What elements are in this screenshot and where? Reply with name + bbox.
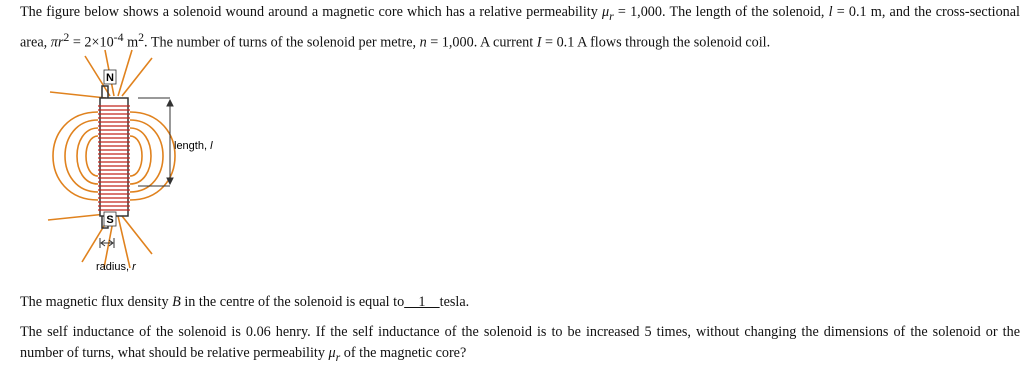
intro-text-7: = 1,000. A current bbox=[426, 34, 537, 51]
area-exponent: 2 bbox=[63, 29, 70, 44]
length-variable: l bbox=[828, 4, 833, 20]
field-line-left-far bbox=[53, 112, 98, 200]
current-variable: I bbox=[536, 34, 542, 51]
q2-text-1: The self inductance of the solenoid is 0.06 henry. If the self inductance of the solenoid is to be increased 5 times, without changing the dimensions of the solenoid or the number of turns, what should be relative permeability bbox=[20, 324, 1020, 361]
area-power: -4 bbox=[113, 29, 124, 44]
intro-text-4: = 2×10 bbox=[69, 34, 114, 51]
q2-text-2: of the magnetic core? bbox=[340, 345, 467, 361]
length-label: length, l bbox=[174, 140, 213, 152]
q2-mu-subscript: r bbox=[335, 349, 341, 364]
mu-subscript: r bbox=[609, 8, 614, 23]
mu-symbol: μ bbox=[602, 4, 610, 20]
solenoid-coil bbox=[98, 106, 130, 210]
field-line-left-outer bbox=[65, 120, 98, 192]
field-ray-top-4 bbox=[122, 58, 152, 96]
unit-exponent: 2 bbox=[138, 29, 145, 44]
radius-label: radius, r bbox=[96, 261, 136, 273]
intro-text-2: = 1,000. The length of the solenoid, bbox=[613, 4, 829, 20]
flux-density-symbol: B bbox=[172, 294, 181, 310]
field-ray-bottom-5 bbox=[48, 214, 106, 220]
solenoid-figure bbox=[30, 48, 240, 280]
field-ray-top-5 bbox=[50, 92, 106, 98]
north-pole-label: N bbox=[106, 72, 114, 84]
intro-text-1: The figure below shows a solenoid wound around a magnetic core which has a relative permeability bbox=[20, 4, 602, 20]
q1-unit: tesla. bbox=[439, 294, 470, 310]
length-dimension bbox=[138, 98, 173, 186]
intro-text-8: = 0.1 A flows through the solenoid coil. bbox=[541, 34, 771, 51]
q1-text-2: in the centre of the solenoid is equal to bbox=[180, 294, 405, 310]
field-line-right-outer bbox=[130, 120, 163, 192]
question-2 bbox=[20, 322, 1020, 368]
radius-dimension bbox=[100, 238, 114, 248]
field-line-left-inner bbox=[86, 136, 98, 176]
problem-intro bbox=[20, 2, 1020, 54]
turns-variable: n bbox=[419, 34, 427, 51]
pi-r-symbol: πr bbox=[50, 34, 64, 51]
field-line-right-far bbox=[130, 112, 175, 200]
field-line-right-inner bbox=[130, 136, 142, 176]
intro-text-6: . The number of turns of the solenoid per metre, bbox=[144, 34, 420, 51]
intro-text-3: = 0.1 m, and the cross-sectional area, bbox=[20, 4, 1020, 51]
answer-blank[interactable]: 1 bbox=[404, 294, 440, 310]
q2-mu-symbol: μ bbox=[328, 345, 336, 361]
field-ray-bottom-4 bbox=[122, 216, 152, 254]
intro-text-5: m bbox=[123, 34, 139, 51]
field-ray-top-3 bbox=[118, 50, 132, 96]
q1-text-1: The magnetic flux density bbox=[20, 294, 173, 310]
south-pole-label: S bbox=[106, 214, 114, 226]
question-1 bbox=[20, 292, 1020, 313]
